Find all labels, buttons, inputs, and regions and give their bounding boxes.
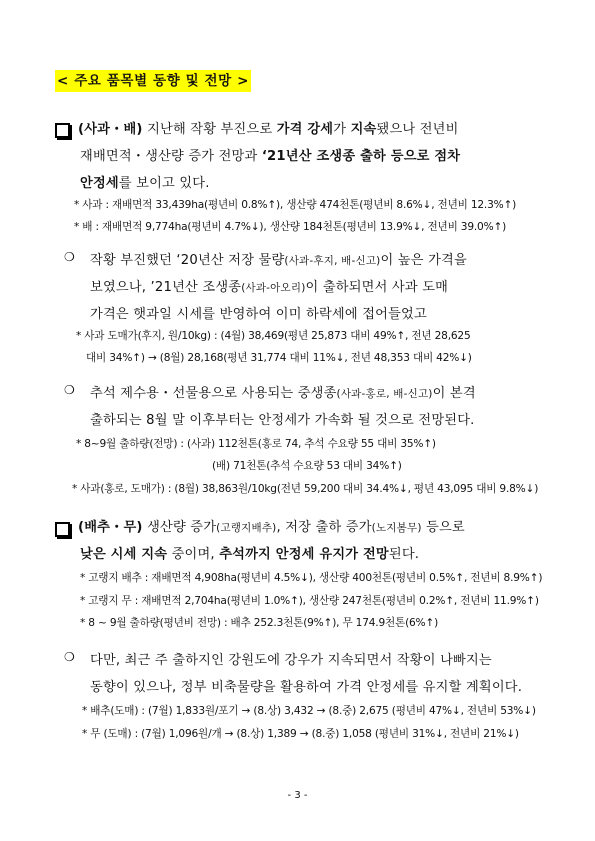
apple-sub1-line-3: 가격은 햇과일 시세를 반영하여 이미 하락세에 접어들었고 (90, 307, 427, 322)
radish-area-note: * 고랭지 무 : 재배면적 2,704ha(평년비 1.0%↑), 생산량 247천톤(평년비 0.2%↑, 전년비 11.9%↑) (80, 595, 539, 607)
circle-bullet-icon: ❍ (64, 650, 75, 664)
apple-area-note: * 사과 : 재배면적 33,439ha(평년비 0.8%↑), 생산량 474천톤(평년비 8.6%↓, 전년비 12.3%↑) (74, 199, 517, 211)
apple-wholesale-note-2: 대비 34%↑) → (8월) 28,168(평년 31,774 대비 11%↓, 전년 48,353 대비 42%↓) (86, 352, 472, 364)
apple-hongro-note: * 사과(홍로, 도매가) : (8월) 38,863원/10kg(전년 59,200 대비 34.4%↓, 평년 43,095 대비 9.8%↓) (72, 483, 539, 495)
circle-bullet-icon: ❍ (64, 383, 75, 397)
cabbage-shipment-note: * 8 ~ 9월 출하량(평년비 전망) : 배추 252.3천톤(9%↑), 무 174.9천톤(6%↑) (80, 617, 439, 629)
apple-sub1-line-2: 보였으나, ’21년산 조생종(사과-아오리)이 출하되면서 사과 도매 (90, 280, 449, 295)
apple-sub1-line-1: 작황 부진했던 ‘20년산 저장 물량(사과-후지, 배-신고)이 높은 가격을 (90, 253, 467, 268)
apple-wholesale-note-1: * 사과 도매가(후지, 원/10kg) : (4월) 38,469(평년 25,873 대비 49%↑, 전년 28,625 (76, 330, 471, 342)
cabbage-radish-line-1: (배추・무) 생산량 증가(고랭지배추), 저장 출하 증가(노지봄무) 등으로 (78, 520, 465, 535)
radish-wholesale-note: * 무 (도매) : (7월) 1,096원/개 → (8.상) 1,389 → (8.중) 1,058 (평년비 31%↓, 전년비 21%↓) (82, 728, 519, 740)
shipment-forecast-note-1: * 8~9월 출하량(전망) : (사과) 112천톤(홍로 74, 추석 수요량 55 대비 35%↑) (76, 438, 436, 450)
cabbage-sub1-line-1: 다만, 최근 주 출하지인 강원도에 강우가 지속되면서 작황이 나빠지는 (90, 653, 492, 668)
apple-sub2-line-1: 추석 제수용・선물용으로 사용되는 중생종(사과-홍로, 배-신고)이 본격 (90, 386, 476, 401)
apple-pear-line-1: (사과・배) 지난해 작황 부진으로 가격 강세가 지속됐으나 전년비 (78, 122, 459, 137)
shipment-forecast-note-2: (배) 71천톤(추석 수요량 53 대비 34%↑) (212, 460, 402, 472)
apple-pear-line-3: 안정세를 보이고 있다. (80, 176, 210, 191)
circle-bullet-icon: ❍ (64, 250, 75, 264)
checkbox-icon (55, 123, 70, 138)
page-number: - 3 - (287, 790, 308, 801)
cabbage-sub1-line-2: 동향이 있으나, 정부 비축물량을 활용하여 가격 안정세를 유지할 계획이다. (90, 680, 523, 695)
apple-sub2-line-2: 출하되는 8월 말 이후부터는 안정세가 가속화 될 것으로 전망된다. (90, 413, 475, 428)
cabbage-radish-line-2: 낮은 시세 지속 중이며, 추석까지 안정세 유지가 전망된다. (80, 547, 420, 562)
topic-tag: (배추・무) (78, 520, 143, 535)
pear-area-note: * 배 : 재배면적 9,774ha(평년비 4.7%↓), 생산량 184천톤(평년비 13.9%↓, 전년비 39.0%↑) (74, 221, 507, 233)
topic-tag: (사과・배) (78, 122, 143, 137)
cabbage-wholesale-note: * 배추(도매) : (7월) 1,833원/포기 → (8.상) 3,432 → (8.중) 2,675 (평년비 47%↓, 전년비 53%↓) (82, 705, 536, 717)
section-heading: < 주요 품목별 동향 및 전망 > (55, 70, 251, 92)
apple-pear-line-2: 재배면적・생산량 증가 전망과 ‘21년산 조생종 출하 등으로 점차 (80, 149, 461, 164)
cabbage-area-note: * 고랭지 배추 : 재배면적 4,908ha(평년비 4.5%↓), 생산량 400천톤(평년비 0.5%↑, 전년비 8.9%↑) (80, 572, 543, 584)
checkbox-icon (55, 522, 70, 537)
